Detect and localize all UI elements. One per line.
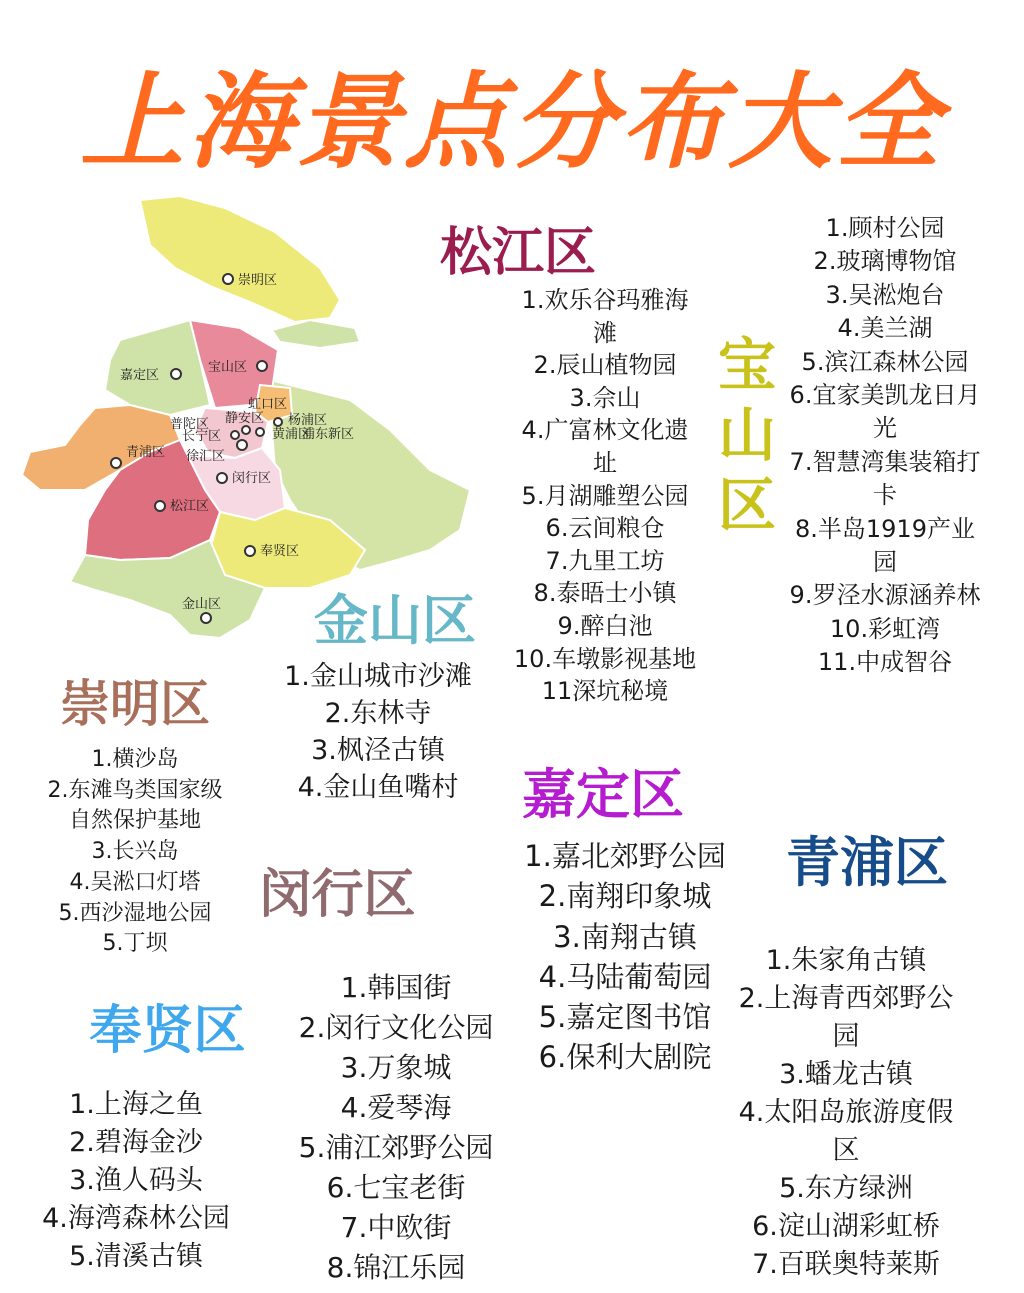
list-item: 5.浦江郊野公园	[298, 1131, 494, 1164]
list-item: 园	[832, 1021, 860, 1052]
list-item: 7.中欧街	[340, 1211, 452, 1244]
list-item: 4.太阳岛旅游度假	[738, 1097, 954, 1128]
list-item: 区	[832, 1135, 860, 1166]
list-item: 2.东滩鸟类国家级	[47, 777, 223, 803]
map-label-qingpu: 青浦区	[126, 445, 166, 460]
list-item: 4.吴淞口灯塔	[69, 869, 201, 895]
district-list-chongming	[30, 745, 240, 960]
list-item: 11.中成智谷	[817, 648, 953, 677]
list-item: 1.顾村公园	[825, 214, 945, 242]
heading-char: 区	[717, 471, 776, 539]
list-item: 11深坑秘境	[541, 677, 669, 706]
list-item: 4.马陆葡萄园	[538, 959, 712, 994]
list-item: 1.朱家角古镇	[765, 945, 927, 976]
district-list-qingpu	[720, 942, 972, 1284]
list-item: 8.半岛1919产业	[795, 514, 975, 543]
list-item: 5.东方绿洲	[779, 1173, 913, 1204]
list-item: 1.欢乐谷玛雅海	[521, 286, 689, 314]
map-label-baoshan: 宝山区	[208, 360, 248, 375]
list-item: 1.嘉北郊野公园	[524, 839, 726, 873]
district-list-fengxian	[22, 1086, 250, 1276]
list-item: 滩	[593, 318, 617, 347]
list-item: 卡	[873, 481, 897, 510]
list-item: 2.闵行文化公园	[298, 1011, 494, 1044]
district-list-minhang	[280, 968, 512, 1288]
district-heading-chongming: 崇明区	[60, 675, 210, 733]
map-label-chongming: 崇明区	[238, 273, 278, 288]
map-label-hongkou: 虹口区	[248, 397, 288, 412]
list-item: 6.保利大剧院	[538, 1040, 712, 1075]
list-item: 1.韩国街	[340, 971, 452, 1004]
list-item: 4.金山鱼嘴村	[297, 772, 459, 803]
list-item: 园	[873, 548, 897, 577]
list-item: 8.泰晤士小镇	[533, 579, 677, 608]
list-item: 6.淀山湖彩虹桥	[752, 1211, 940, 1242]
map-label-putuo: 普陀区	[170, 417, 210, 432]
list-item: 2.碧海金沙	[69, 1127, 203, 1158]
list-item: 址	[593, 448, 617, 477]
list-item: 4.爱琴海	[340, 1091, 452, 1124]
district-heading-jinshan: 金山区	[314, 589, 476, 652]
map-region-chongming	[140, 196, 340, 322]
page-title: 上海景点分布大全	[79, 61, 944, 183]
list-item: 10.彩虹湾	[829, 614, 941, 643]
list-item: 1.横沙岛	[91, 747, 179, 772]
map-label-huangpu: 黄浦区	[272, 427, 312, 442]
district-list-jinshan	[268, 658, 488, 806]
list-item: 3.蟠龙古镇	[779, 1059, 913, 1090]
district-heading-jiading: 嘉定区	[522, 763, 684, 826]
list-item: 光	[873, 414, 897, 443]
list-item: 3.佘山	[569, 383, 641, 412]
list-item: 3.枫泾古镇	[311, 735, 445, 766]
list-item: 1.金山城市沙滩	[284, 661, 472, 692]
list-item: 5.滨江森林公园	[801, 347, 969, 376]
list-item: 8.锦江乐园	[326, 1251, 466, 1284]
list-item: 7.九里工坊	[545, 546, 665, 575]
list-item: 5.嘉定图书馆	[538, 1000, 712, 1035]
list-item: 6.宜家美凯龙日月	[789, 381, 981, 410]
map-label-jiading: 嘉定区	[120, 368, 160, 383]
list-item: 4.广富林文化遗	[521, 416, 689, 445]
list-item: 6.七宝老街	[326, 1171, 466, 1204]
district-heading-fengxian: 奉贤区	[89, 1001, 246, 1061]
map-label-xuhui: 徐汇区	[186, 449, 226, 464]
list-item: 自然保护基地	[68, 808, 201, 834]
list-item: 7.智慧湾集装箱打	[789, 447, 981, 476]
map-label-yangpu: 杨浦区	[288, 413, 328, 428]
list-item: 5.清溪古镇	[69, 1241, 203, 1272]
list-item: 2.南翔印象城	[538, 879, 712, 914]
map-region-changxing	[272, 320, 360, 348]
map-label-fengxian: 奉贤区	[260, 544, 300, 559]
list-item: 5.丁坝	[102, 931, 168, 957]
map-label-jinshan: 金山区	[182, 597, 222, 612]
list-item: 9.罗泾水源涵养林	[789, 581, 981, 610]
map-label-pudong: 浦东新区	[302, 427, 355, 442]
map-label-minhang: 闵行区	[232, 471, 272, 486]
district-heading-qingpu: 青浦区	[786, 831, 948, 894]
district-heading-minhang: 闵行区	[259, 865, 416, 925]
list-item: 7.百联奥特莱斯	[752, 1249, 940, 1280]
map-label-changning: 长宁区	[182, 429, 222, 444]
heading-char: 山	[717, 401, 776, 469]
list-item: 2.辰山植物园	[533, 351, 677, 380]
list-item: 4.美兰湖	[837, 314, 933, 343]
district-list-baoshan	[770, 212, 1000, 680]
list-item: 3.万象城	[340, 1051, 452, 1084]
list-item: 10.车墩影视基地	[513, 644, 697, 673]
list-item: 9.醉白池	[557, 611, 653, 640]
heading-char: 宝	[717, 331, 776, 399]
list-item: 3.长兴岛	[91, 839, 179, 865]
list-item: 2.东林寺	[324, 698, 432, 729]
map-label-songjiang: 松江区	[170, 499, 210, 514]
list-item: 6.云间粮仓	[545, 514, 665, 543]
list-item: 4.海湾森林公园	[42, 1203, 230, 1234]
list-item: 3.南翔古镇	[553, 919, 697, 954]
district-list-songjiang	[500, 284, 710, 708]
list-item: 3.吴淞炮台	[825, 280, 945, 309]
list-item: 3.渔人码头	[69, 1165, 203, 1196]
list-item: 5.月湖雕塑公园	[521, 481, 689, 510]
map-label-jingan: 静安区	[225, 411, 265, 426]
list-item: 2.玻璃博物馆	[813, 247, 957, 276]
district-heading-songjiang: 松江区	[439, 223, 596, 283]
list-item: 2.上海青西郊野公	[738, 983, 954, 1014]
district-list-jiading	[505, 836, 745, 1078]
list-item: 1.上海之鱼	[69, 1089, 203, 1120]
list-item: 5.西沙湿地公园	[58, 900, 212, 926]
